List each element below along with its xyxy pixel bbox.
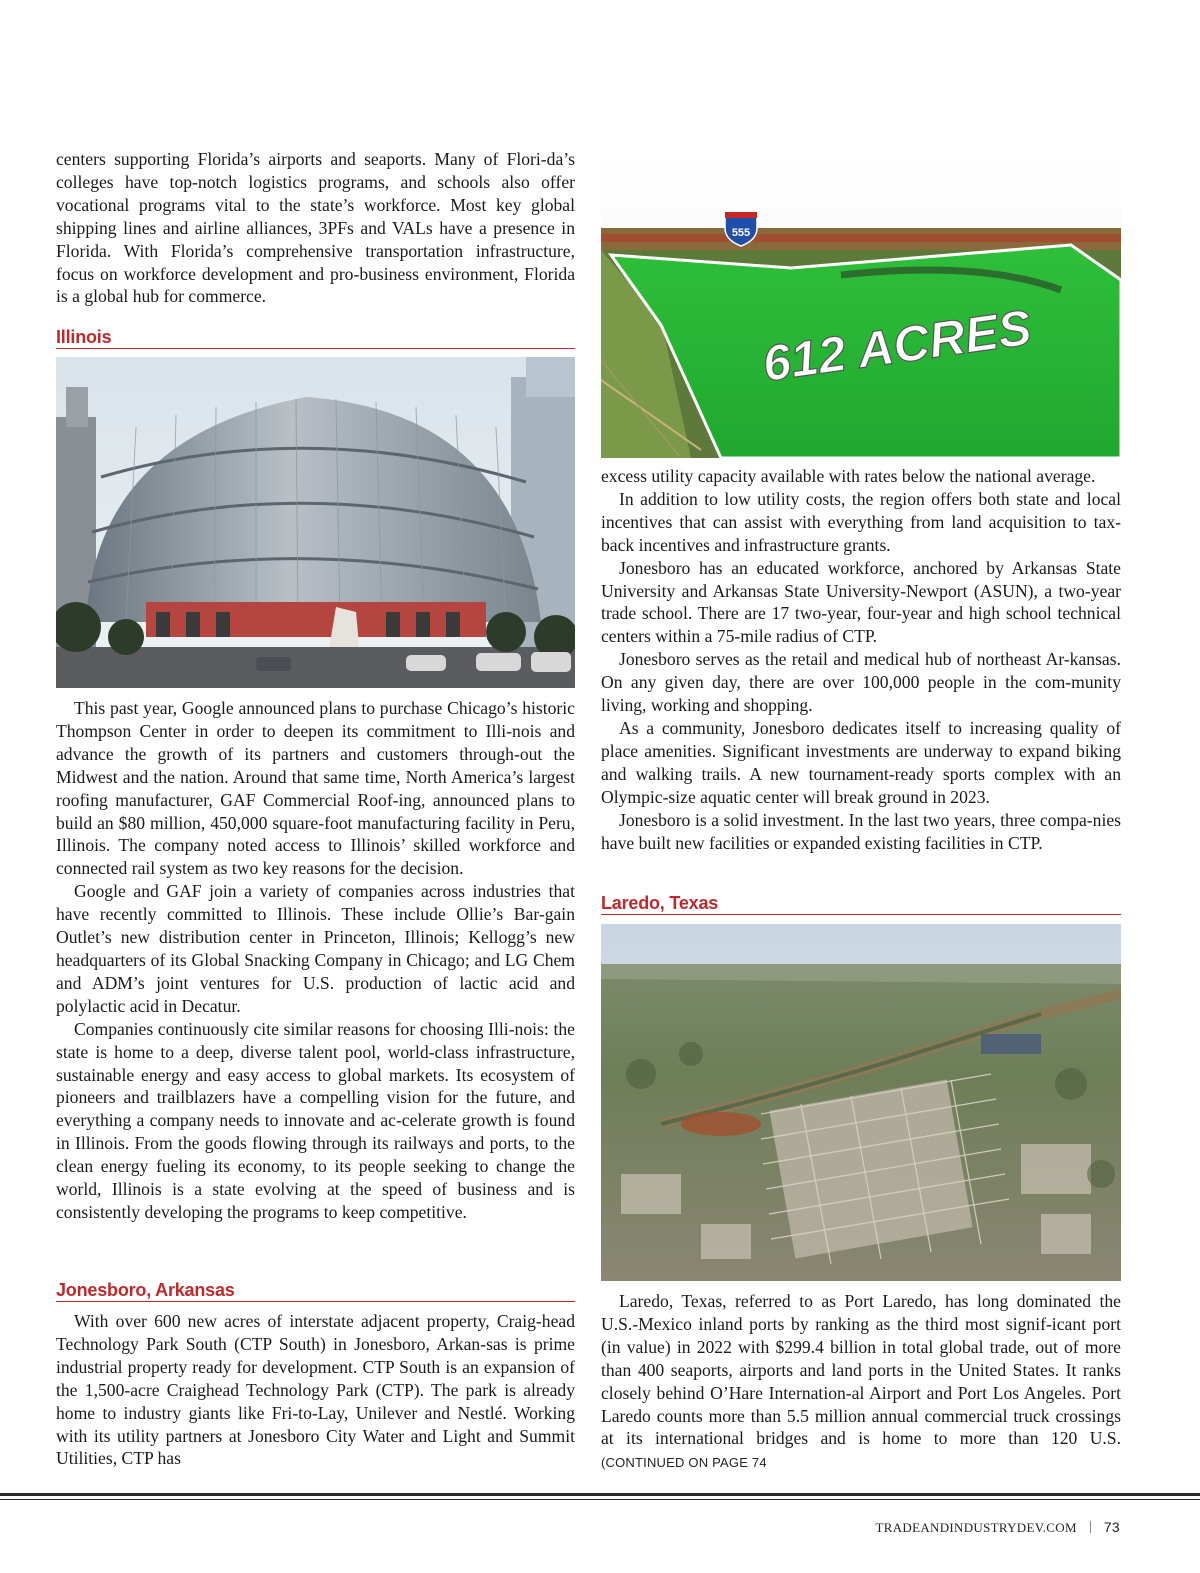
ctp-south-aerial-photo [601,150,1121,458]
jonesboro-paragraph: In addition to low utility costs, the region offers both state and local incentives that can assist with everything from land acquisition to tax-back incentives and infrastructure grants. [601,488,1121,555]
laredo-paragraph [601,1290,1121,1475]
laredo-heading-text: Laredo, Texas [601,893,719,913]
illinois-heading-text: Illinois [56,327,112,347]
footer-rule-thin [0,1499,1200,1500]
jonesboro-paragraph: Jonesboro serves as the retail and medical hub of northeast Ar-kansas. On any given day, there are over 100,000 people in the com-munity living, working and shopping. [601,649,1121,716]
laredo-heading [601,892,1121,915]
footer [876,1519,1121,1536]
jonesboro-text-right [601,465,1121,854]
footer-site-link[interactable]: TRADEANDINDUSTRYDEV.COM [875,1520,1077,1535]
laredo-text [601,1290,1121,1475]
illinois-paragraph: Companies continuously cite similar reasons for choosing Illi-nois: the state is home to a deep, diverse talent pool, world-class infrastructure, sustainable energy and easy access to global markets. Its ecosystem of pioneers and trailblazers have a compelling vision for the future, and everything a company needs to innovate and ac-celerate growth is found in Illinois. From the goods flowing through its railways and ports, to the clean energy fueling its economy, to its people seeking to change the world, Illinois is a state evolving at the speed of business and is consistently developing the programs to keep competitive. [56,1018,575,1222]
continued-note: (CONTINUED ON PAGE 74 [601,1455,767,1471]
jonesboro-paragraph: Jonesboro is a solid investment. In the last two years, three compa-nies have built new facilities or expanded existing facilities in CTP. [601,809,1121,853]
jonesboro-heading [56,1279,575,1302]
acreage-label: 612 ACRES [759,299,1035,393]
florida-paragraph: centers supporting Florida’s airports and seaports. Many of Flori-da’s colleges have top-notch logistics programs, and schools also offer vocational programs vital to the state’s workforce. Most key global shipping lines and airline alliances, 3PFs and VALs have a presence in Florida. With Florida’s comprehensive transportation infrastructure, focus on workforce development and pro-business environment, Florida is a global hub for commerce. [56,149,575,307]
page-number: 73 [1103,1519,1120,1535]
jonesboro-paragraph: Jonesboro has an educated workforce, anchored by Arkansas State University and Arkansas State University-Newport (ASUN), a two-year trade school. There are 17 two-year, four-year and high school technical centers within a 75-mile radius of CTP. [601,557,1121,647]
jonesboro-paragraph: excess utility capacity available with rates below the national average. [601,466,1096,486]
laredo-aerial-photo [601,924,1121,1281]
jonesboro-heading-text: Jonesboro, Arkansas [56,1280,235,1300]
florida-continued-text [56,148,575,308]
jonesboro-text-left [56,1310,575,1470]
shield-number: 555 [731,227,751,239]
footer-divider [1090,1521,1091,1533]
illinois-text [56,697,575,1224]
illinois-paragraph: This past year, Google announced plans to purchase Chicago’s historic Thompson Center in order to deepen its commitment to Illi-nois and advance the growth of its partners and customers through-out the Midwest and the nation. Around that same time, North America’s largest roofing manufacturer, GAF Commercial Roof-ing, announced plans to build an $80 million, 450,000 square-foot manufacturing facility in Peru, Illinois. The company noted access to Illinois’ skilled workforce and connected rail system as two key reasons for the decision. [56,698,575,879]
jonesboro-paragraph: With over 600 new acres of interstate adjacent property, Craig-head Technology Park South (CTP South) in Jonesboro, Arkan-sas is prime industrial property ready for development. CTP South is an expansion of the 1,500-acre Craighead Technology Park (CTP). The park is already home to industry giants like Fri-to-Lay, Unilever and Nestlé. Working with its utility partners at Jonesboro City Water and Light and Summit Utilities, CTP has [56,1311,575,1469]
jonesboro-paragraph: As a community, Jonesboro dedicates itself to increasing quality of place amenities. Significant investments are underway to expand biking and walking trails. A new tournament-ready sports complex with an Olympic-size aquatic center will break ground in 2023. [601,717,1121,807]
laredo-paragraph-text: Laredo, Texas, referred to as Port Laredo, has long dominated the U.S.-Mexico inland ports by ranking as the third most signif-icant port (in value) in 2022 with $299.4 billion in total global trade, out of more than 400 seaports, airports and land ports in the United States. It ranks closely behind O’Hare Internation-al Airport and Port Los Angeles. Port Laredo counts more than 5.5 million annual commercial truck crossings at its international bridges and is home to more than 120 U.S. [601,1291,1121,1449]
illinois-paragraph: Google and GAF join a variety of companies across industries that have recently committed to Illinois. These include Ollie’s Bar-gain Outlet’s new distribution center in Princeton, Illinois; Kellogg’s new headquarters of its Global Snacking Company in Chicago; and LG Chem and ADM’s joint ventures for U.S. production of lactic acid and polylactic acid in Decatur. [56,881,575,1016]
illinois-heading [56,326,575,349]
footer-rule-thick [0,1493,1200,1496]
thompson-center-photo [56,357,575,688]
